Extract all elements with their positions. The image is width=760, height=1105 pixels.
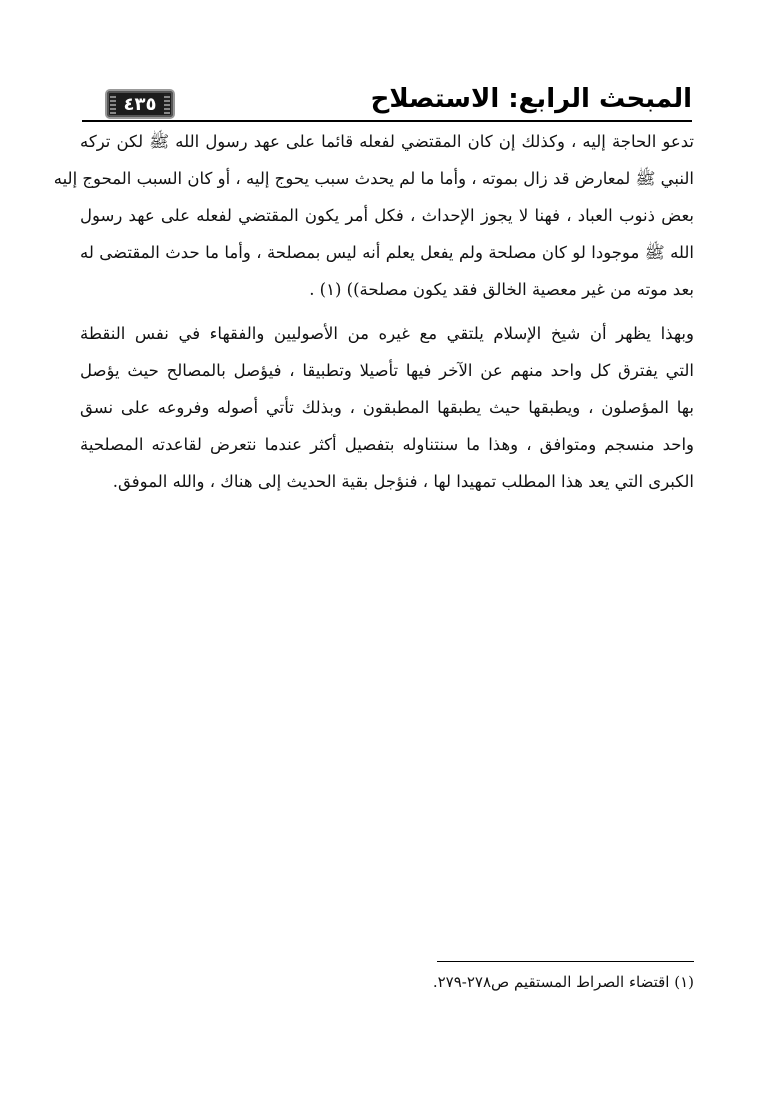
text-line: النبي ﷺ لمعارض قد زال بموته ، وأما ما لم يحدث سبب يحوج إليه ، أو كان السبب المحوج إليه [53,169,694,188]
page-number-badge [107,91,173,117]
footnote: (١) اقتضاء الصراط المستقيم ص٢٧٨-٢٧٩. [432,973,694,991]
text-line: تدعو الحاجة إليه ، وكذلك إن كان المقتضي لفعله قائما على عهد رسول الله ﷺ لكن تركه [80,132,694,151]
text-line: الكبرى التي يعد هذا المطلب تمهيدا لها ، فنؤجل بقية الحديث إلى هناك ، والله الموفق. [112,472,694,491]
text-line: التي يفترق كل واحد منهم عن الآخر فيها تأصيلا وتطبيقا ، فيؤصل بالمصالح حيث يؤصل [80,361,694,380]
page-header [82,80,692,122]
text-line: بعد موته من غير معصية الخالق فقد يكون مصلحة)) (١) . [309,280,694,299]
text-line: بها المؤصلون ، ويطبقها حيث يطبقها المطبقون ، وبذلك تأتي أصوله وفروعه على نسق [80,398,694,417]
header-rule [82,120,692,122]
page-number: ٤٣٥ [123,93,157,115]
text-line: بعض ذنوب العباد ، فهنا لا يجوز الإحداث ، فكل أمر يكون المقتضي لفعله على عهد رسول [80,206,694,225]
text-line: الله ﷺ موجودا لو كان مصلحة ولم يفعل يعلم أنه ليس بمصلحة ، وأما ما حدث المقتضى له [80,243,694,262]
text-line: وبهذا يظهر أن شيخ الإسلام يلتقي مع غيره من الأصوليين والفقهاء في نفس النقطة [80,324,694,343]
chapter-title: المبحث الرابع: الاستصلاح [370,84,692,114]
text-line: واحد منسجم ومتوافق ، وهذا ما سنتناوله بتفصيل أكثر عندما نتعرض لقاعدته المصلحية [80,435,694,454]
footnote-rule [437,961,694,962]
